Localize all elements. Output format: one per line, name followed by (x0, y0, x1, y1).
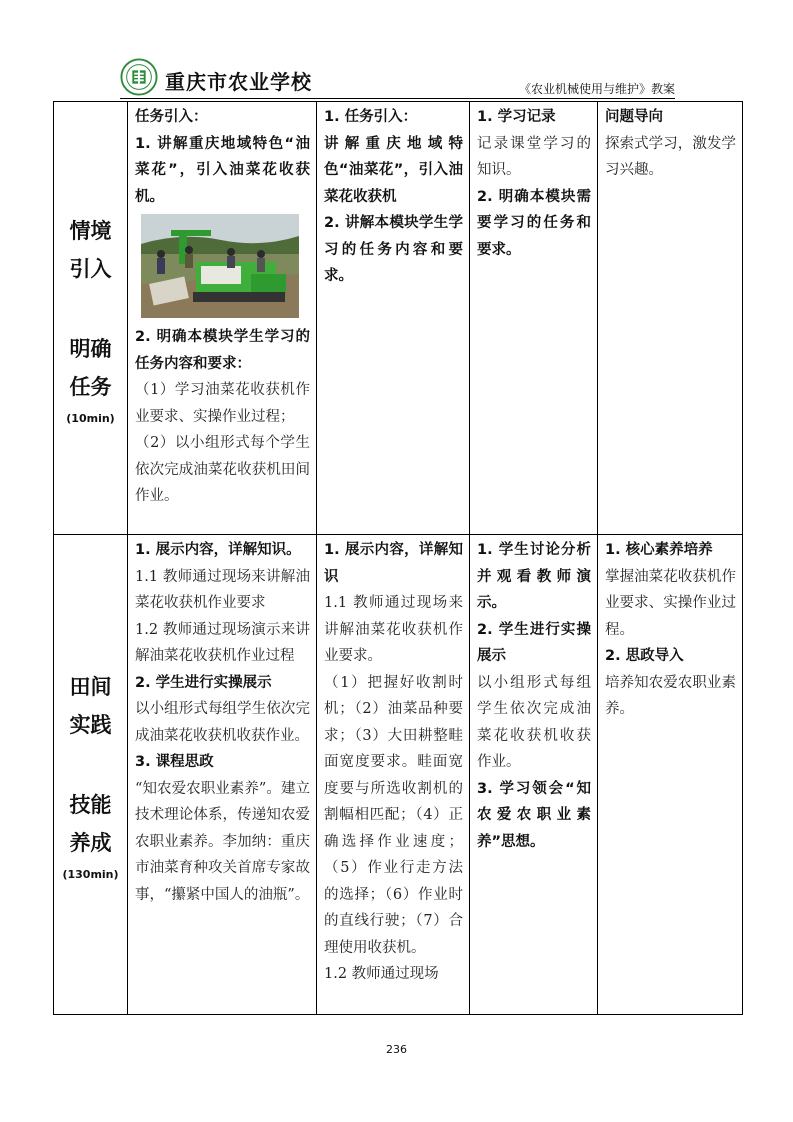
content-line: 2. 讲解本模块学生学习的任务内容和要求。 (324, 215, 463, 284)
table-row (54, 535, 743, 1015)
student-activity-cell (470, 102, 598, 535)
page-header (120, 56, 675, 100)
stage-label: 明确 (69, 336, 112, 361)
stage-label: 实践 (69, 713, 112, 737)
content-line: 1. 学习记录 (477, 109, 556, 125)
content-line: 1. 展示内容，详解知识 (324, 542, 463, 585)
stage-label: 养成 (69, 831, 112, 855)
student-activity-cell (470, 535, 598, 1015)
harvester-field-photo (141, 214, 299, 318)
content-line: 3. 课程思政 (135, 754, 214, 770)
content-line: （2）以小组形式每个学生依次完成油菜花收获机田间作业。 (135, 435, 310, 504)
content-line: 任务引入： (135, 109, 208, 125)
course-title: 《农业机械使用与维护》教案 (518, 82, 675, 96)
content-line: 以小组形式每组学生依次完成油菜花收获机收获作业。 (135, 701, 310, 744)
content-line: 掌握油菜花收获机作业要求、实操作业过程。 (605, 568, 736, 638)
content-line: 1.2 教师通过现场 (324, 966, 439, 982)
content-line: 2. 明确本模块需要学习的任务和要求。 (477, 188, 591, 258)
stage-label: 引入 (69, 256, 112, 281)
content-line: 1. 任务引入： (324, 109, 418, 125)
school-emblem-icon (120, 58, 158, 96)
stage-time: (130min) (62, 868, 119, 881)
stage-cell (54, 102, 128, 535)
design-intent-cell (598, 102, 743, 535)
content-line: 培养知农爱农职业素养。 (605, 674, 736, 717)
school-name: 重庆市农业学校 (165, 70, 312, 94)
content-line: “知农爱农职业素养”。建立技术理论体系，传递知农爱农职业素养。李加纳：重庆市油菜育种攻关首席专家故事，“攥紧中国人的油瓶”。 (135, 780, 310, 903)
content-line: 1.2 教师通过现场演示来讲解油菜花收获机作业过程 (135, 621, 310, 664)
content-line: 2. 学生进行实操展示 (477, 621, 591, 664)
teacher-content-cell (128, 102, 317, 535)
teacher-content-cell (128, 535, 317, 1015)
teacher-activity-cell (317, 102, 470, 535)
content-line: 2. 学生进行实操展示 (135, 674, 272, 691)
content-line: 探索式学习，激发学习兴趣。 (605, 135, 736, 178)
content-line: 以小组形式每组学生依次完成油菜花收获机收获作业。 (477, 674, 591, 770)
content-line: 1.1 教师通过现场来讲解油菜花收获机作业要求 (135, 568, 310, 611)
stage-time: (10min) (66, 411, 115, 425)
stage-label: 技能 (69, 793, 112, 817)
lesson-plan-table (53, 101, 743, 1015)
stage-label: 任务 (69, 374, 112, 399)
content-line: 3. 学习领会“知农爱农职业素养”思想。 (477, 780, 591, 850)
stage-label: 情境 (69, 218, 112, 243)
content-line: 2. 思政导入 (605, 648, 684, 664)
table-row (54, 102, 743, 535)
content-line: （1）把握好收割时机；（2）油菜品种要求；（3）大田耕整畦面宽度要求。畦面宽度要与所选收割机的割幅相匹配；（4）正确选择作业速度；（5）作业行走方法的选择；（6）作业时的直线行驶；（7）合理使用收获机。 (324, 674, 463, 956)
stage-label: 田间 (69, 675, 112, 699)
content-line: 讲解重庆地域特色“油菜花”，引入油菜花收获机 (324, 135, 463, 205)
content-line: 问题导向 (605, 109, 663, 125)
teacher-activity-cell (317, 535, 470, 1015)
content-line: 1. 核心素养培养 (605, 542, 713, 558)
content-line: 1.1 教师通过现场来讲解油菜花收获机作业要求。 (324, 595, 463, 664)
page-number: 236 (386, 1043, 407, 1056)
content-line: 记录课堂学习的知识。 (477, 135, 591, 178)
stage-cell (54, 535, 128, 1015)
content-line: 1. 学生讨论分析并观看教师演示。 (477, 542, 591, 611)
header-divider (120, 98, 675, 99)
content-line: 1. 讲解重庆地域特色“油菜花”，引入油菜花收获机。 (135, 135, 310, 205)
design-intent-cell (598, 535, 743, 1015)
content-line: （1）学习油菜花收获机作业要求、实操作业过程； (135, 382, 310, 425)
content-line: 1. 展示内容，详解知识。 (135, 542, 301, 558)
content-line: 2. 明确本模块学生学习的任务内容和要求： (135, 329, 310, 372)
